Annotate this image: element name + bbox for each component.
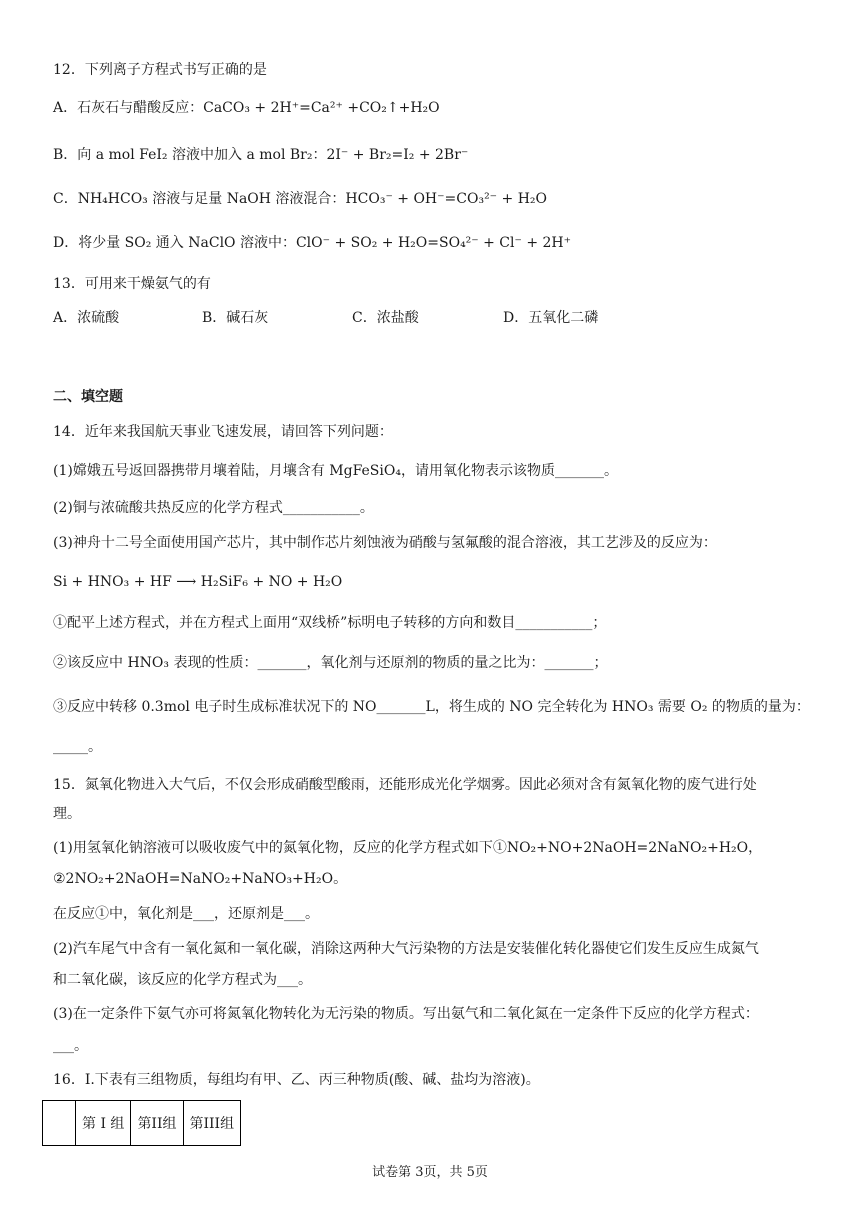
q12-option-d: D．将少量 SO₂ 通入 NaClO 溶液中：ClO⁻ + SO₂ + H₂O=SO₄²⁻ + Cl⁻ + 2H⁺ <box>53 235 572 251</box>
section-heading: 二、填空题 <box>53 389 123 405</box>
q14-sub-3: ③反应中转移 0.3mol 电子时生成标准状况下的 NO_______L，将生成的 NO 完全转化为 HNO₃ 需要 O₂ 的物质的量为： <box>53 699 810 715</box>
q15-line-5: 在反应①中，氧化剂是___，还原剂是___。 <box>53 906 319 922</box>
q12-option-c: C．NH₄HCO₃ 溶液与足量 NaOH 溶液混合：HCO₃⁻ + OH⁻=CO₃²⁻ + H₂O <box>53 191 547 207</box>
table-cell <box>43 1101 76 1146</box>
q12-option-a: A．石灰石与醋酸反应：CaCO₃ + 2H⁺=Ca²⁺ +CO₂↑+H₂O <box>53 100 440 116</box>
q14-part-2: (2)铜与浓硫酸共热反应的化学方程式___________。 <box>53 500 374 516</box>
q15-line-6: (2)汽车尾气中含有一氧化氮和一氧化碳，消除这两种大气污染物的方法是安装催化转化器使它们发生反应生成氮气 <box>53 941 759 957</box>
table-header: 第 I 组 <box>76 1101 131 1146</box>
q15-line-9: ___。 <box>53 1038 88 1054</box>
q16-stem: 16．I.下表有三组物质，每组均有甲、乙、丙三种物质(酸、碱、盐均为溶液)。 <box>53 1072 540 1088</box>
q12-stem: 12．下列离子方程式书写正确的是 <box>53 62 267 78</box>
q13-option-b: B．碱石灰 <box>202 310 269 326</box>
table-header: 第II组 <box>131 1101 183 1146</box>
page-footer: 试卷第 3页，共 5页 <box>372 1165 488 1180</box>
q13-option-c: C．浓盐酸 <box>352 310 419 326</box>
q14-sub-1: ①配平上述方程式，并在方程式上面用“双线桥”标明电子转移的方向和数目___________； <box>53 615 607 631</box>
q12-option-b: B．向 a mol FeI₂ 溶液中加入 a mol Br₂：2I⁻ + Br₂=I₂ + 2Br⁻ <box>53 147 469 163</box>
q14-part-1: (1)嫦娥五号返回器携带月壤着陆，月壤含有 MgFeSiO₄，请用氧化物表示该物质_______。 <box>53 463 618 479</box>
q15-line-7: 和二氧化碳，该反应的化学方程式为___。 <box>53 972 312 988</box>
q15-line-2: 理。 <box>53 806 81 822</box>
q14-stem: 14．近年来我国航天事业飞速发展，请回答下列问题： <box>53 424 393 440</box>
q14-sub-3-blank: _____。 <box>53 739 102 755</box>
q15-line-4: ②2NO₂+2NaOH=NaNO₂+NaNO₃+H₂O。 <box>53 871 348 887</box>
table-row <box>43 1101 241 1146</box>
q16-table <box>42 1100 241 1146</box>
q14-sub-2: ②该反应中 HNO₃ 表现的性质：_______，氧化剂与还原剂的物质的量之比为：_______； <box>53 655 608 671</box>
q15-line-3: (1)用氢氧化钠溶液可以吸收废气中的氮氧化物，反应的化学方程式如下①NO₂+NO+2NaOH=2NaNO₂+H₂O， <box>53 840 763 856</box>
table-header: 第III组 <box>183 1101 241 1146</box>
q13-stem: 13．可用来干燥氨气的有 <box>53 276 211 292</box>
q14-part-3: (3)神舟十二号全面使用国产芯片，其中制作芯片刻蚀液为硝酸与氢氟酸的混合溶液，其工艺涉及的反应为： <box>53 535 717 551</box>
q13-option-d: D．五氧化二磷 <box>503 310 599 326</box>
q15-line-1: 15．氮氧化物进入大气后，不仅会形成硝酸型酸雨，还能形成光化学烟雾。因此必须对含有氮氧化物的废气进行处 <box>53 777 757 793</box>
q13-option-a: A．浓硫酸 <box>53 310 120 326</box>
q15-line-8: (3)在一定条件下氨气亦可将氮氧化物转化为无污染的物质。写出氨气和二氧化氮在一定条件下反应的化学方程式： <box>53 1006 759 1022</box>
q14-equation: Si + HNO₃ + HF ⟶ H₂SiF₆ + NO + H₂O <box>53 574 343 590</box>
